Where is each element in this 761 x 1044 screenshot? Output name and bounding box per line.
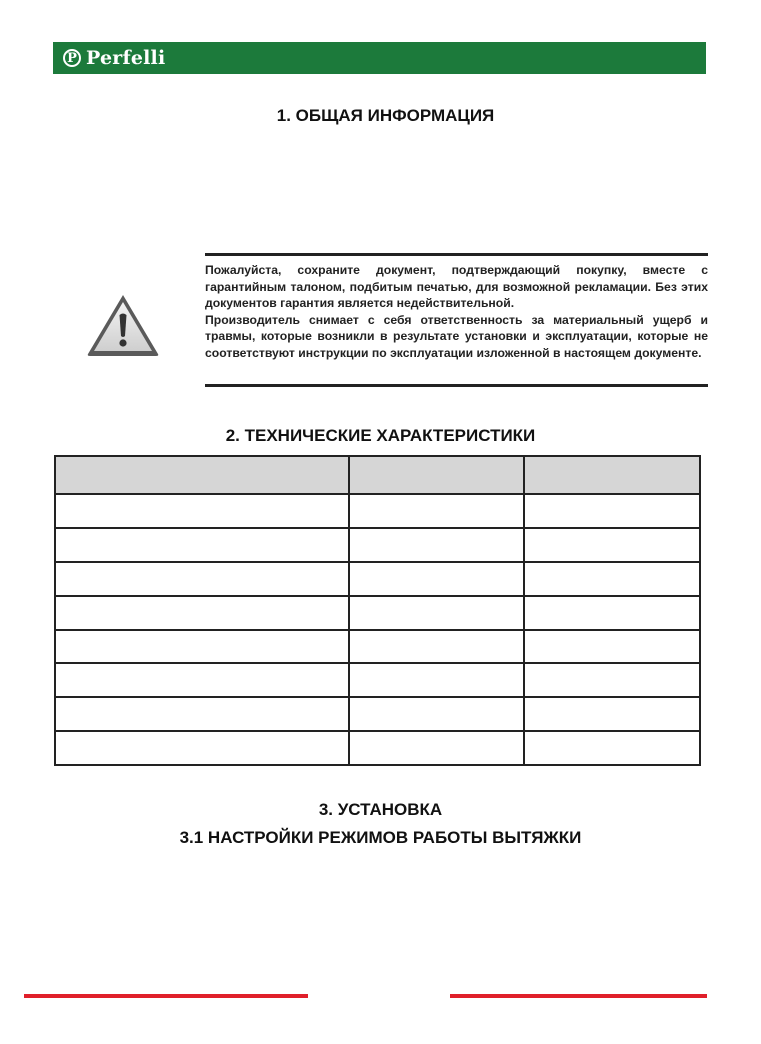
footer-rule-left xyxy=(24,994,308,998)
table-cell xyxy=(524,630,700,664)
table-cell xyxy=(55,630,349,664)
table-row xyxy=(55,562,700,596)
table-row xyxy=(55,663,700,697)
table-cell xyxy=(524,596,700,630)
header-bar xyxy=(53,42,706,74)
table-cell xyxy=(349,494,525,528)
logo-p-icon: P xyxy=(63,49,81,67)
table-row xyxy=(55,528,700,562)
table-cell xyxy=(349,731,525,765)
table-cell xyxy=(55,494,349,528)
section-2-title: 2. ТЕХНИЧЕСКИЕ ХАРАКТЕРИСТИКИ xyxy=(225,426,536,445)
warning-triangle-icon xyxy=(85,292,161,358)
table-row xyxy=(55,697,700,731)
table-cell xyxy=(349,562,525,596)
table-header-cell xyxy=(55,456,349,494)
table-cell xyxy=(349,630,525,664)
table-cell xyxy=(524,731,700,765)
table-cell xyxy=(55,663,349,697)
brand-name: Perfelli xyxy=(86,47,166,69)
footer-rule-right xyxy=(450,994,707,998)
table-row xyxy=(55,596,700,630)
brand-logo xyxy=(63,47,165,69)
table-cell xyxy=(55,596,349,630)
table-cell xyxy=(55,528,349,562)
notice-paragraph-liability: Производитель снимает с себя ответственность за материальный ущерб и травмы, которые возникли в результате установки и эксплуатации, которые не соответствуют инструкции по эксплуатации изложенной в настоящем документе. xyxy=(205,312,708,360)
table-header-row xyxy=(55,456,700,494)
table-cell xyxy=(524,697,700,731)
table-header-cell xyxy=(524,456,700,494)
table-cell xyxy=(349,596,525,630)
section-3-1-subtitle: 3.1 НАСТРОЙКИ РЕЖИМОВ РАБОТЫ ВЫТЯЖКИ xyxy=(179,828,582,847)
table-cell xyxy=(524,562,700,596)
table-cell xyxy=(524,494,700,528)
table-cell xyxy=(524,663,700,697)
section-1-title: 1. ОБЩАЯ ИНФОРМАЦИЯ xyxy=(276,106,495,125)
table-cell xyxy=(349,663,525,697)
table-row xyxy=(55,731,700,765)
table-row xyxy=(55,630,700,664)
section-3-title: 3. УСТАНОВКА xyxy=(318,800,443,819)
table-cell xyxy=(55,562,349,596)
table-cell xyxy=(55,731,349,765)
warranty-notice xyxy=(205,253,708,387)
table-row xyxy=(55,494,700,528)
table-cell xyxy=(349,697,525,731)
notice-paragraph-warranty: Пожалуйста, сохраните документ, подтверждающий покупку, вместе с гарантийным талоном, подбитым печатью, для возможной рекламации. Без этих документов гарантия является недействительной. xyxy=(205,263,708,310)
table-header-cell xyxy=(349,456,525,494)
table-cell xyxy=(524,528,700,562)
specifications-table xyxy=(54,455,701,766)
table-cell xyxy=(349,528,525,562)
table-cell xyxy=(55,697,349,731)
